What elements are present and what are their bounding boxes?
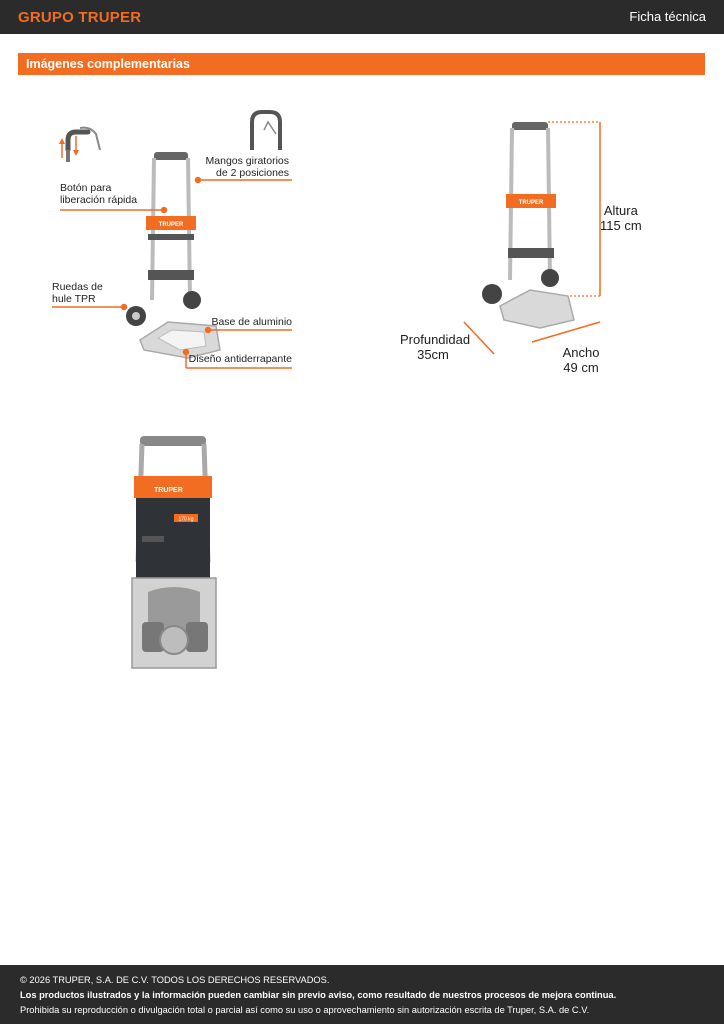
hand-truck-body xyxy=(482,122,574,328)
dimension-width: Ancho 49 cm xyxy=(562,345,600,375)
footer-copyright: © 2026 TRUPER, S.A. DE C.V. TODOS LOS DERECHOS RESERVADOS. xyxy=(20,975,330,985)
top-header xyxy=(0,0,724,34)
truck-brand-label: TRUPER xyxy=(518,200,544,206)
annotation-wheels: Ruedas de hule TPR xyxy=(52,281,103,305)
handles-inset xyxy=(252,112,280,150)
brand-logo: GRUPO TRUPER xyxy=(18,9,142,26)
annotation-design: Diseño antiderrapante xyxy=(188,353,292,365)
package-capacity-label: 170 kg xyxy=(178,516,194,523)
hand-truck-features-illustration xyxy=(40,100,310,390)
release-button-inset xyxy=(59,128,100,162)
packaged-product-photo xyxy=(108,432,240,672)
annotation-base: Base de aluminio xyxy=(211,316,292,328)
footer xyxy=(0,965,724,1024)
truck-brand-label: TRUPER xyxy=(158,222,184,228)
dimension-depth: Profundidad 35cm xyxy=(400,332,471,362)
hand-truck-dimensions-illustration xyxy=(450,110,620,370)
footer-notice: Los productos ilustrados y la información pueden cambiar sin previo aviso, como resultado de nuestros procesos de mejora continua. xyxy=(20,990,617,1000)
footer-prohibition: Prohibida su reproducción o divulgación total o parcial así como su uso o aprovechamiento sin autorización escrita de Truper, S.A. de C.V. xyxy=(20,1005,590,1015)
section-title: Imágenes complementarias xyxy=(26,57,190,71)
package-brand-label: TRUPER xyxy=(154,487,183,494)
document-type: Ficha técnica xyxy=(629,9,706,24)
annotation-release-button: Botón para liberación rápida xyxy=(60,182,138,206)
dimension-height: Altura 115 cm xyxy=(600,203,642,233)
dimension-lines xyxy=(548,122,600,296)
annotation-handles: Mangos giratorios de 2 posiciones xyxy=(205,155,289,179)
section-bar xyxy=(18,53,705,75)
